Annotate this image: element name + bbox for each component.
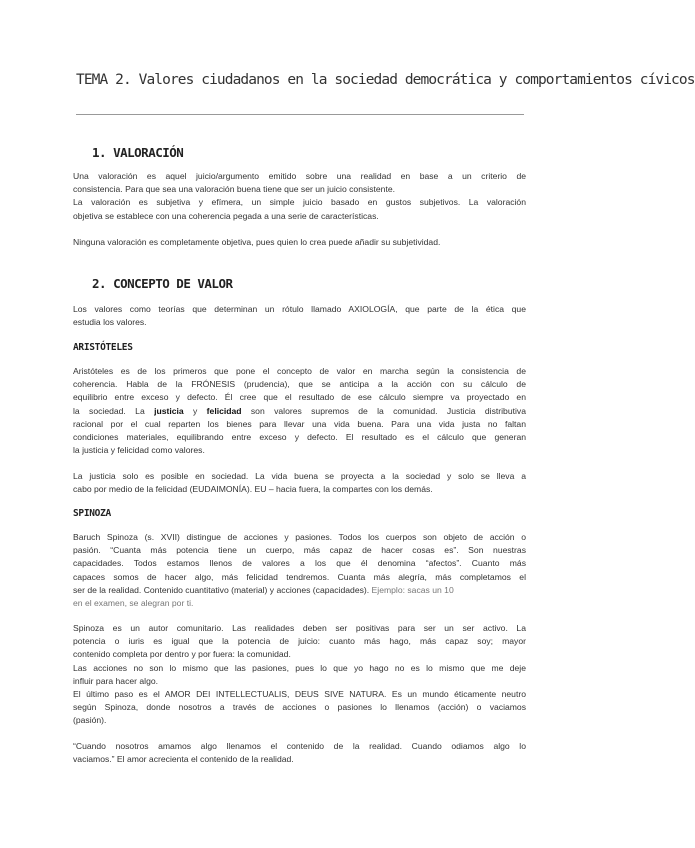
aristoteles-paragraph-2 xyxy=(73,470,526,496)
example-note-continued: en el examen, se alegran por ti. xyxy=(73,598,194,609)
text-line: Los valores como teorías que determinan un rótulo llamado AXIOLOGÍA, que parte de la ética que xyxy=(73,304,526,314)
aristoteles-paragraph-1 xyxy=(73,365,526,457)
text-line: Las acciones no son lo mismo que las pasiones, pues lo que yo hago no es lo mismo que me deje xyxy=(73,662,526,673)
text-line: pasión. “Cuanta más potencia tiene un cuerpo, más capaz de hacer cosas es”. Son nuestras xyxy=(73,545,526,556)
text-line: “Cuando nosotros amamos algo llenamos el contenido de la realidad. Cuando odiamos algo lo xyxy=(73,741,526,751)
text-line xyxy=(73,405,526,418)
text-line: objetiva se establece con una coherencia pegada a una serie de características. xyxy=(73,210,379,221)
text-line: Baruch Spinoza (s. XVII) distingue de acciones y pasiones. Todos los cuerpos son objeto de acción o xyxy=(73,532,526,542)
text-line: vaciamos.” El amor acrecienta el contenido de la realidad. xyxy=(73,754,294,765)
text-line xyxy=(73,584,526,597)
text-line: Ninguna valoración es completamente objetiva, pues quien lo crea puede añadir su subjetividad. xyxy=(73,237,441,247)
concepto-intro-paragraph xyxy=(73,303,526,329)
bold-term-justicia: justicia xyxy=(154,405,184,416)
text-line: La justicia solo es posible en sociedad. La vida buena se proyecta a la sociedad y solo se lleva a xyxy=(73,471,526,481)
valoracion-paragraph-1 xyxy=(73,170,526,223)
spinoza-paragraph-3 xyxy=(73,740,526,766)
text-line: racional por el cual reparten los bienes para llevar una vida buena. Para una vida justa no faltan xyxy=(73,418,526,429)
text-line: coherencia. Habla de la FRÓNESIS (prudencia), que se anticipa a la acción con su cálculo de xyxy=(73,379,526,390)
section-heading-concepto-de-valor: 2. CONCEPTO DE VALOR xyxy=(92,276,233,291)
text-line: El último paso es el AMOR DEI INTELLECTUALIS, DEUS SIVE NATURA. Es un mundo éticamente neutro xyxy=(73,689,526,700)
spinoza-paragraph-1 xyxy=(73,531,526,610)
text-line: capacidades. Todos estamos llenos de valores a los que él denomina “afectos”. Cuanto más xyxy=(73,558,526,569)
subheading-aristoteles: ARISTÓTELES xyxy=(73,342,133,353)
text-line: La valoración es subjetiva y efímera, un simple juicio basado en gustos subjetivos. La valoración xyxy=(73,197,526,208)
example-note: Ejemplo: sacas un 10 xyxy=(369,584,454,595)
text-fragment: y xyxy=(183,405,207,416)
text-line: contenido completa por dentro y por fuera: la comunidad. xyxy=(73,649,291,660)
text-fragment: ser de la realidad. Contenido cuantitativo (material) y acciones (capacidades). xyxy=(73,584,370,595)
text-line: Una valoración es aquel juicio/argumento emitido sobre una realidad en base a un criterio de xyxy=(73,171,526,181)
text-line: estudia los valores. xyxy=(73,317,147,328)
text-line: potencia o iuris es igual que la potencia de juicio: cuanto más hago, más capaz soy; mayor xyxy=(73,636,526,647)
text-fragment: son valores supremos de la comunidad. Justicia distributiva xyxy=(241,405,526,416)
text-line: Aristóteles es de los primeros que pone el concepto de valor en marcha según la consistencia de xyxy=(73,366,526,376)
subheading-spinoza: SPINOZA xyxy=(73,508,111,519)
document-title: TEMA 2. Valores ciudadanos en la sociedad democrática y comportamientos cívicos xyxy=(76,72,695,88)
spinoza-paragraph-2 xyxy=(73,622,526,728)
text-line: la justicia y felicidad como valores. xyxy=(73,445,205,456)
title-divider xyxy=(76,114,524,115)
text-line: consistencia. Para que sea una valoración buena tiene que ser un juicio consistente. xyxy=(73,184,395,195)
text-line: según Spinoza, donde nosotros a través de acciones o pasiones lo llenamos (acción) o vaciamos xyxy=(73,702,526,713)
text-line: equilibrio entre exceso y defecto. Él cree que el resultado de ese cálculo siempre va proyectado en xyxy=(73,392,526,403)
text-line: influir para hacer algo. xyxy=(73,675,159,686)
text-line: (pasión). xyxy=(73,715,107,726)
text-line: condiciones materiales, equilibrando entre exceso y defecto. El resultado es el cálculo que generan xyxy=(73,432,526,443)
text-line: cabo por medio de la felicidad (EUDAIMONÍA). EU – hacia fuera, la compartes con los demás. xyxy=(73,484,433,495)
text-line: Spinoza es un autor comunitario. Las realidades deben ser positivas para ser un ser activo. La xyxy=(73,623,526,633)
text-line: capaces somos de hacer algo, más felicidad tendremos. Cuanta más alegría, más completamos el xyxy=(73,571,526,582)
valoracion-paragraph-2 xyxy=(73,236,526,249)
text-fragment: la sociedad. La xyxy=(73,405,155,416)
bold-term-felicidad: felicidad xyxy=(206,405,242,416)
section-heading-valoracion: 1. VALORACIÓN xyxy=(92,145,184,160)
